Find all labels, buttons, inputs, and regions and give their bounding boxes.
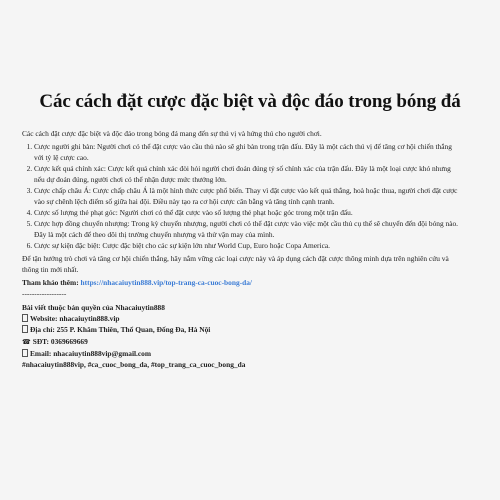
article-title: Các cách đặt cược đặc biệt và độc đáo trong bóng đá — [39, 91, 461, 112]
reference-link[interactable]: https://nhacaiuytin888.vip/top-trang-ca-cuoc-bong-da/ — [80, 278, 252, 287]
phone-line — [22, 336, 462, 348]
separator: ------------------ — [22, 289, 67, 298]
hashtags-line: #nhacaiuytin888vip, #ca_cuoc_bong_da, #top_trang_ca_cuoc_bong_da — [22, 360, 246, 370]
phone-text: SĐT: 0369669669 — [32, 336, 88, 346]
website-text: Website: nhacaiuytin888.vip — [30, 314, 120, 324]
address-line — [22, 324, 462, 335]
copyright-line: Bài viết thuộc bản quyền của Nhacaiuytin888 — [22, 303, 165, 312]
location-icon — [22, 325, 28, 333]
bet-type-list — [22, 141, 462, 251]
closing-paragraph: Để tận hưởng trò chơi và tăng cơ hội chiến thắng, hãy nắm vững các loại cược này và áp dụng cách đặt cược thông minh dựa trên nghiên cứu và thông tin mới nhất. — [22, 254, 449, 274]
list-item: 5. Cược hợp đồng chuyển nhượng: Trong kỳ chuyển nhượng, người chơi có thể đặt cược vào việc một cầu thủ cụ thể sẽ chuyển đến đội bóng nào. Đây là một cách để theo dõi thị trường chuyển nhượng và thử vận may của mình. — [34, 218, 462, 240]
website-line — [22, 313, 462, 324]
list-item: 1. Cược người ghi bàn: Người chơi có thể đặt cược vào cầu thủ nào sẽ ghi bàn trong trận đấu. Đây là một cách thú vị để tăng cơ hội chiến thắng với tỷ lệ cược cao. — [34, 141, 462, 163]
email-text: Email: nhacaiuytin888vip@gmail.com — [30, 348, 152, 358]
website-icon — [22, 314, 28, 322]
article-content — [22, 128, 462, 370]
list-item: 4. Cược số lượng thẻ phạt góc: Người chơi có thể đặt cược vào số lượng thẻ phạt hoặc góc trong một trận đấu. — [34, 207, 462, 218]
footer-info — [22, 302, 462, 370]
list-item: 2. Cược kết quả chính xác: Cược kết quả chính xác đòi hỏi người chơi đoán đúng tỷ số chính xác của trận đấu. Đây là một loại cược khó nhưng nếu dự đoán đúng, người chơi có thể nhận được mức thưởng lớn. — [34, 163, 462, 185]
list-item: 3. Cược chấp châu Á: Cược chấp châu Á là một hình thức cược phổ biến. Thay vì đặt cược vào kết quả thắng, hoà hoặc thua, người chơi đặt cược vào sự chênh lệch điểm số giữa hai đội. Điều này tạo ra cơ hội cược cân bằng và tăng tính cạnh tranh. — [34, 185, 462, 207]
phone-icon: ☎ — [22, 337, 31, 346]
intro-paragraph: Các cách đặt cược đặc biệt và độc đáo trong bóng đá mang đến sự thú vị và hứng thú cho người chơi. — [22, 129, 322, 138]
address-text: Địa chỉ: 255 P. Khâm Thiên, Thổ Quan, Đống Đa, Hà Nội — [30, 325, 211, 335]
reference-label: Tham khảo thêm: — [22, 278, 79, 287]
email-line — [22, 348, 462, 359]
email-icon — [22, 349, 28, 357]
list-item: 6. Cược sự kiện đặc biệt: Cược đặc biệt cho các sự kiện lớn như World Cup, Euro hoặc Copa America. — [34, 240, 462, 251]
reference-line — [22, 277, 462, 288]
